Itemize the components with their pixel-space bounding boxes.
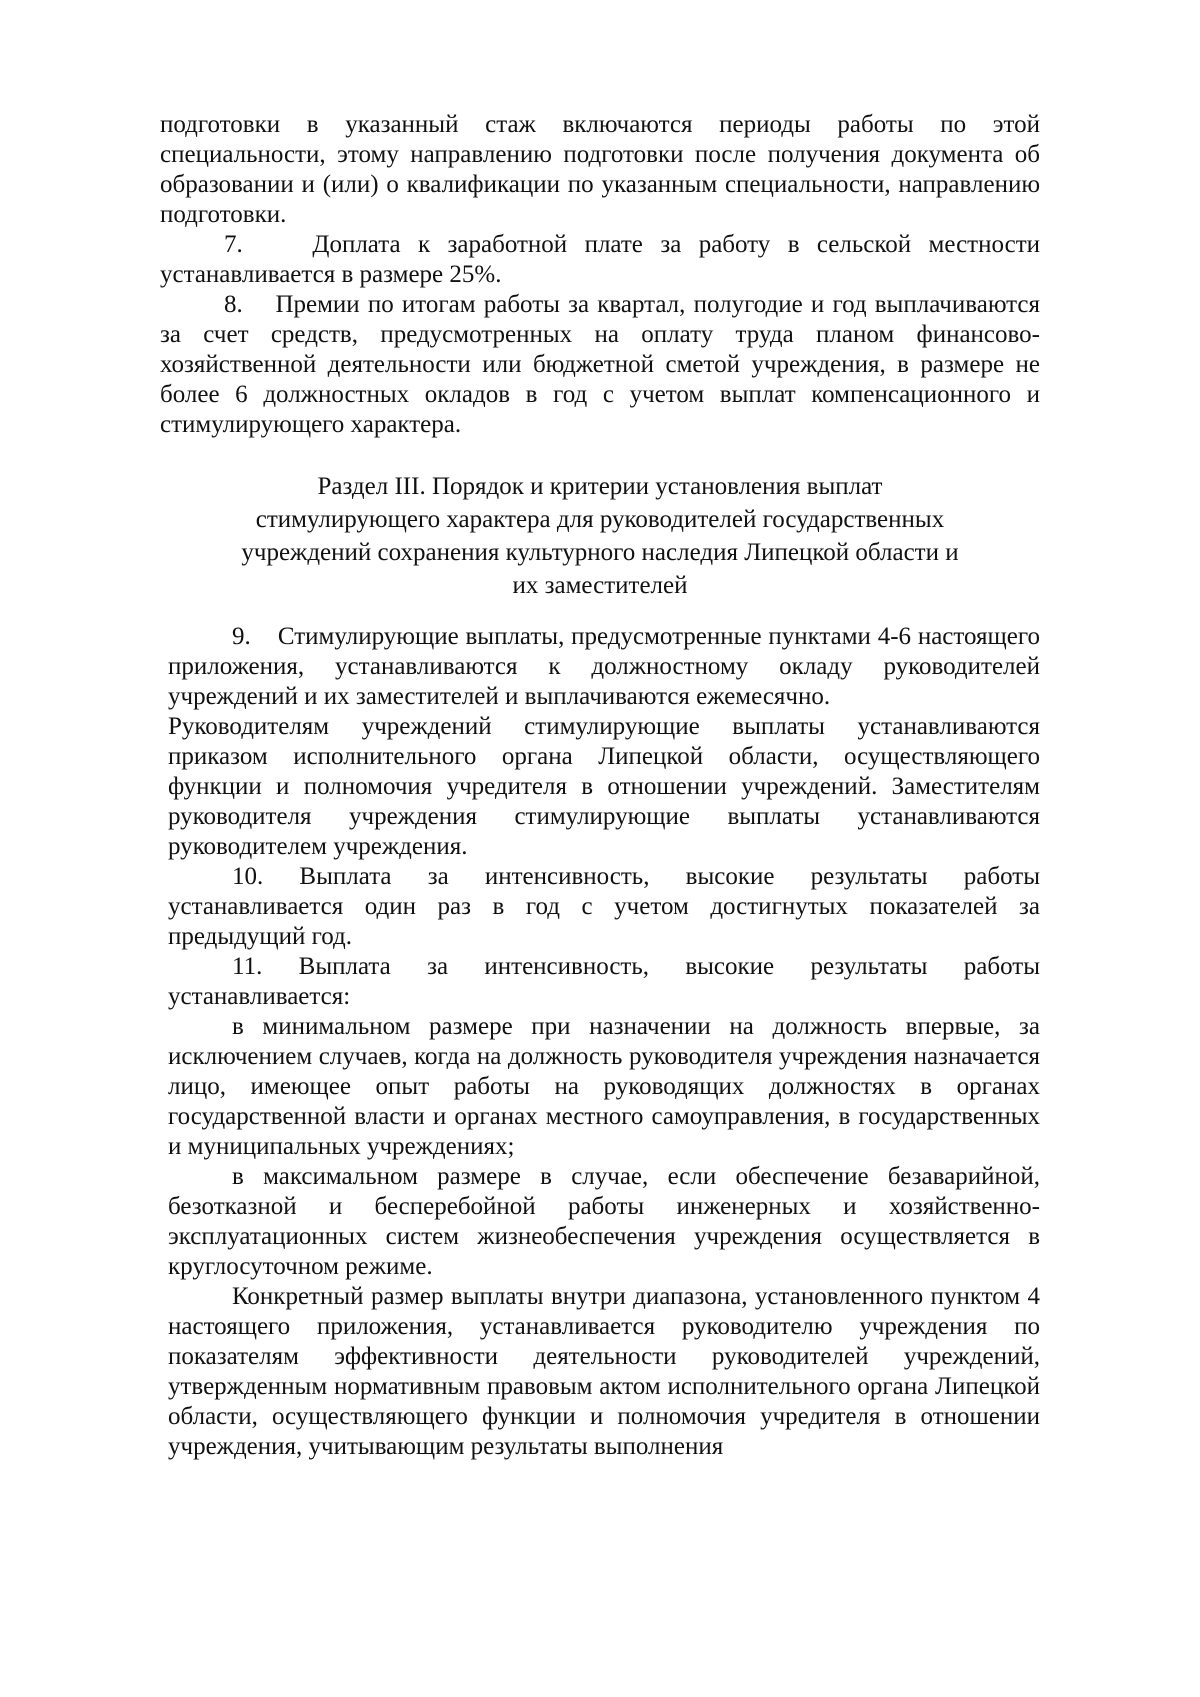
body-text-block (168, 622, 1040, 1462)
paragraph-item-9: 9. Стимулирующие выплаты, предусмотренные пунктами 4-6 настоящего приложения, устанавливаются к должностному окладу руководителей учреждений и их заместителей и выплачиваются ежемесячно. (168, 623, 1040, 710)
section-heading (200, 470, 1000, 602)
section-heading-line-4: их заместителей (512, 572, 688, 599)
section-heading-line-3: учреждений сохранения культурного наследия Липецкой области и (241, 539, 959, 566)
paragraph-minimum-size: в минимальном размере при назначении на должность впервые, за исключением случаев, когда на должность руководителя учреждения назначается лицо, имеющее опыт работы на руководящих должностях в органах государственной власти и органах местного самоуправления, в государственных и муниципальных учреждениях; (168, 1013, 1040, 1160)
top-text-block (160, 110, 1040, 440)
paragraph-item-8: 8. Премии по итогам работы за квартал, полугодие и год выплачиваются за счет средств, предусмотренных на оплату труда планом финансово-хозяйственной деятельности или бюджетной сметой учреждения, в размере не более 6 должностных окладов в год с учетом выплат компенсационного и стимулирующего характера. (160, 291, 1040, 438)
paragraph-item-10: 10. Выплата за интенсивность, высокие результаты работы устанавливается один раз в год с учетом достигнутых показателей за предыдущий год. (168, 863, 1040, 950)
paragraph-item-11: 11. Выплата за интенсивность, высокие результаты работы устанавливается: (168, 953, 1040, 1010)
paragraph-continuation: подготовки в указанный стаж включаются периоды работы по этой специальности, этому направлению подготовки после получения документа об образовании и (или) о квалификации по указанным специальности, направлению подготовки. (160, 111, 1040, 228)
section-heading-line-2: стимулирующего характера для руководителей государственных (255, 506, 945, 533)
paragraph-concrete-size: Конкретный размер выплаты внутри диапазона, установленного пунктом 4 настоящего приложения, устанавливается руководителю учреждения по показателям эффективности деятельности руководителей учреждений, утвержденным нормативным правовым актом исполнительного органа Липецкой области, осуществляющего функции и полномочия учредителя в отношении учреждения, учитывающим результаты выполнения (168, 1283, 1040, 1460)
paragraph-item-9-continued: Руководителям учреждений стимулирующие выплаты устанавливаются приказом исполнительного органа Липецкой области, осуществляющего функции и полномочия учредителя в отношении учреждений. Заместителям руководителя учреждения стимулирующие выплаты устанавливаются руководителем учреждения. (168, 713, 1040, 860)
paragraph-item-7: 7. Доплата к заработной плате за работу в сельской местности устанавливается в размере 25%. (160, 231, 1040, 288)
paragraph-maximum-size: в максимальном размере в случае, если обеспечение безаварийной, безотказной и бесперебойной работы инженерных и хозяйственно-эксплуатационных систем жизнеобеспечения учреждения осуществляется в круглосуточном режиме. (168, 1163, 1040, 1280)
section-heading-line-1: Раздел III. Порядок и критерии установления выплат (317, 473, 883, 500)
